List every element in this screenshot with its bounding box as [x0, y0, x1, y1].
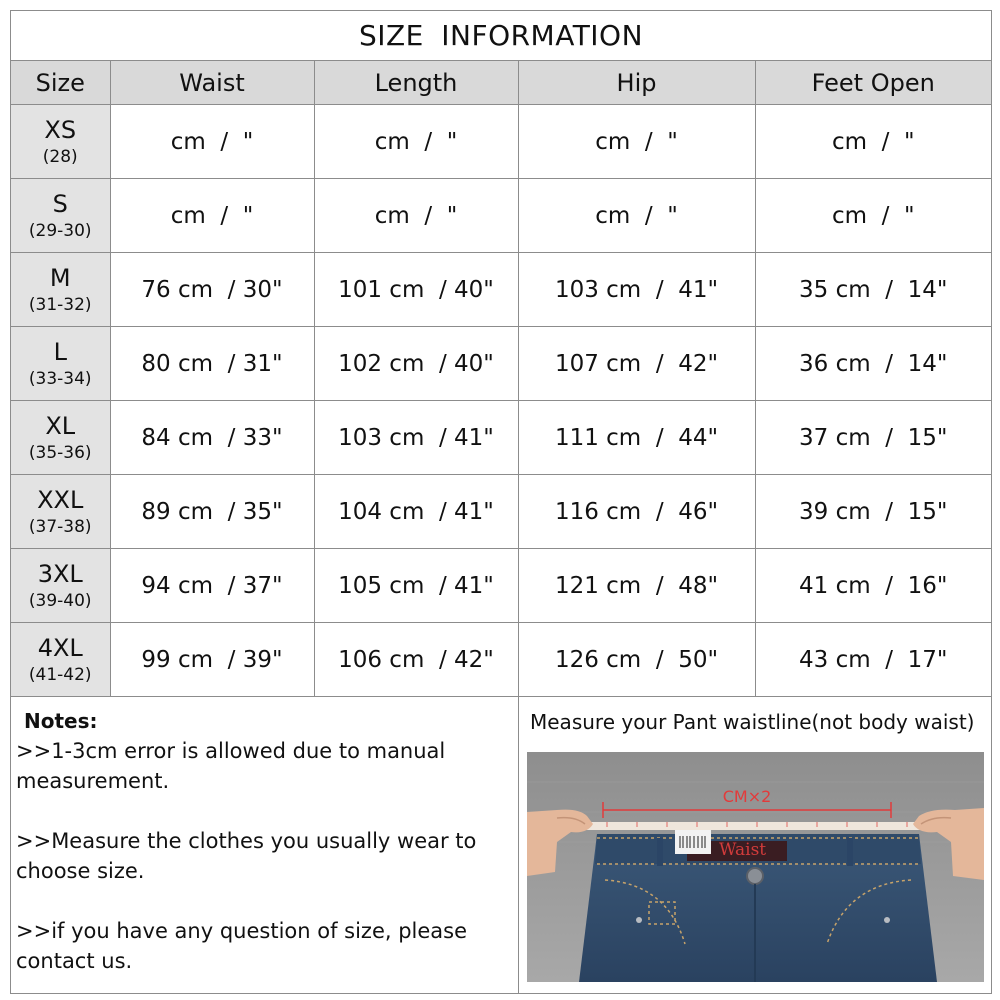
waist-cell — [110, 327, 314, 401]
measurement-value: 94 cm / 37" — [141, 572, 283, 599]
measurement-value: 99 cm / 39" — [141, 646, 283, 673]
size-cell — [11, 179, 110, 253]
feet-open-cell — [755, 105, 991, 179]
hip-cell — [518, 253, 755, 327]
measure-panel — [520, 696, 991, 993]
measurement-value: 116 cm / 46" — [554, 498, 719, 525]
table-row — [11, 327, 991, 401]
table-row — [11, 623, 991, 697]
measurement-value: 43 cm / 17" — [799, 646, 948, 673]
size-range: (41-42) — [28, 664, 92, 685]
feet-open-cell — [755, 327, 991, 401]
waist-cell — [110, 623, 314, 697]
measurement-value: 41 cm / 16" — [799, 572, 948, 599]
size-label: XXL — [37, 485, 84, 514]
measurement-value: cm / " — [374, 202, 458, 229]
notes-heading: Notes: — [24, 709, 98, 733]
waist-cell — [110, 253, 314, 327]
hip-cell — [518, 623, 755, 697]
measurement-value: cm / " — [831, 202, 915, 229]
measurement-value: cm / " — [595, 128, 678, 155]
size-range: (29-30) — [28, 220, 92, 241]
size-cell — [11, 105, 110, 179]
hip-cell — [518, 549, 755, 623]
length-cell — [314, 179, 518, 253]
measurement-value: 106 cm / 42" — [338, 646, 494, 673]
length-cell — [314, 549, 518, 623]
measurement-value: 84 cm / 33" — [141, 424, 283, 451]
measurement-value: 39 cm / 15" — [799, 498, 948, 525]
hip-cell — [518, 401, 755, 475]
size-label: XL — [45, 411, 76, 440]
waist-cell — [110, 549, 314, 623]
measurement-value: cm / " — [170, 202, 254, 229]
measurement-value: 121 cm / 48" — [554, 572, 719, 599]
notes-panel — [11, 696, 519, 993]
feet-open-cell — [755, 401, 991, 475]
size-label: 3XL — [37, 559, 83, 588]
size-label: M — [49, 263, 71, 292]
header-feet-open: Feet Open — [755, 61, 991, 105]
feet-open-cell — [755, 253, 991, 327]
waist-measurement-illustration — [527, 752, 984, 982]
table-row — [11, 253, 991, 327]
measurement-value: 103 cm / 41" — [554, 276, 719, 303]
length-cell — [314, 475, 518, 549]
header-hip: Hip — [518, 61, 755, 105]
table-row — [11, 179, 991, 253]
table-row — [11, 549, 991, 623]
size-cell — [11, 623, 110, 697]
size-cell — [11, 253, 110, 327]
note-contact: >>if you have any question of size, please contact us. — [16, 919, 468, 973]
feet-open-cell — [755, 623, 991, 697]
waist-cell — [110, 105, 314, 179]
measurement-value: cm / " — [595, 202, 678, 229]
tape-label: Waist — [719, 840, 767, 860]
size-label: S — [52, 189, 68, 218]
hip-cell — [518, 179, 755, 253]
table-row — [11, 401, 991, 475]
size-table — [11, 61, 991, 697]
measure-caption: Measure your Pant waistline(not body waist) — [530, 710, 975, 734]
hip-cell — [518, 327, 755, 401]
size-label: XS — [44, 115, 77, 144]
length-cell — [314, 401, 518, 475]
feet-open-cell — [755, 549, 991, 623]
length-cell — [314, 327, 518, 401]
measurement-value: 105 cm / 41" — [338, 572, 494, 599]
waist-cell — [110, 179, 314, 253]
measurement-value: 103 cm / 41" — [338, 424, 494, 451]
measurement-value: 111 cm / 44" — [554, 424, 719, 451]
header-length: Length — [314, 61, 518, 105]
size-range: (28) — [42, 146, 78, 167]
size-range: (37-38) — [28, 516, 92, 537]
measurement-value: 35 cm / 14" — [799, 276, 948, 303]
size-range: (35-36) — [28, 442, 92, 463]
bottom-section — [11, 696, 991, 993]
measurement-value: 36 cm / 14" — [799, 350, 948, 377]
size-label: L — [53, 337, 67, 366]
measurement-value: cm / " — [170, 128, 254, 155]
size-label: 4XL — [37, 633, 83, 662]
measurement-value: 37 cm / 15" — [799, 424, 948, 451]
measurement-value: 126 cm / 50" — [554, 646, 719, 673]
waist-cell — [110, 401, 314, 475]
measurement-value: 101 cm / 40" — [338, 276, 494, 303]
measurement-value: 89 cm / 35" — [141, 498, 283, 525]
header-row — [11, 61, 991, 105]
size-range: (33-34) — [28, 368, 92, 389]
measurement-value: cm / " — [374, 128, 458, 155]
price-tag-icon — [675, 828, 711, 854]
note-measure-clothes: >>Measure the clothes you usually wear to choose size. — [16, 829, 477, 883]
measuring-tape — [585, 822, 925, 830]
feet-open-cell — [755, 179, 991, 253]
note-error-allowance: >>1-3cm error is allowed due to manual measurement. — [16, 739, 446, 793]
header-size: Size — [11, 61, 110, 105]
size-range: (31-32) — [28, 294, 92, 315]
measurement-value: 102 cm / 40" — [338, 350, 494, 377]
hip-cell — [518, 475, 755, 549]
measurement-value: cm / " — [831, 128, 915, 155]
measurement-value: 107 cm / 42" — [554, 350, 719, 377]
measurement-value: 80 cm / 31" — [141, 350, 283, 377]
size-chart — [10, 10, 992, 994]
size-range: (39-40) — [28, 590, 92, 611]
measurement-value: 76 cm / 30" — [141, 276, 283, 303]
table-row — [11, 105, 991, 179]
page-title: SIZE INFORMATION — [11, 11, 991, 61]
measurement-value: 104 cm / 41" — [338, 498, 494, 525]
size-cell — [11, 475, 110, 549]
size-cell — [11, 549, 110, 623]
feet-open-cell — [755, 475, 991, 549]
table-row — [11, 475, 991, 549]
waist-measurement-photo — [527, 752, 984, 982]
length-cell — [314, 253, 518, 327]
waist-cell — [110, 475, 314, 549]
size-cell — [11, 327, 110, 401]
size-cell — [11, 401, 110, 475]
length-cell — [314, 105, 518, 179]
length-cell — [314, 623, 518, 697]
header-waist: Waist — [110, 61, 314, 105]
hip-cell — [518, 105, 755, 179]
dimension-label: CM×2 — [722, 787, 772, 806]
